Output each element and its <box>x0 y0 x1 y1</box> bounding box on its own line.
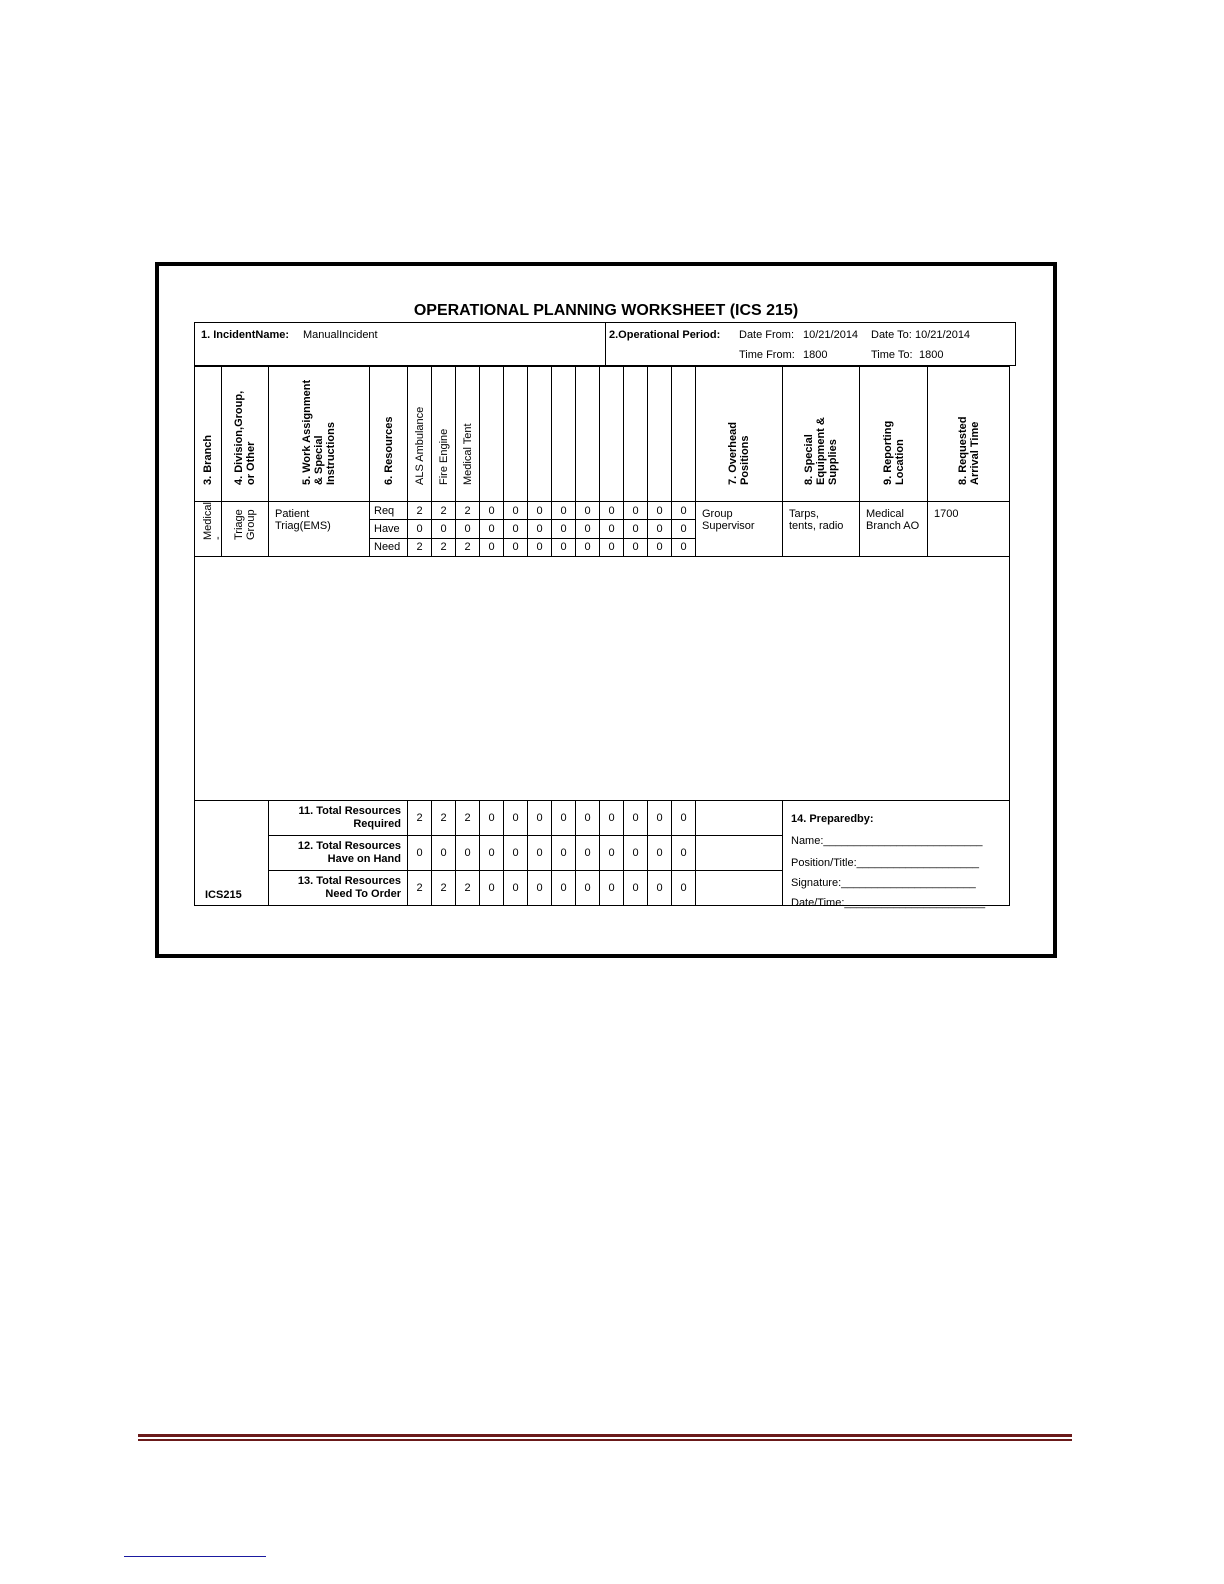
total-required-cell: 0 <box>480 801 504 836</box>
col-reporting-1: 9. Reporting <box>881 420 894 485</box>
prepared-position: Position/Title:____________________ <box>791 857 979 869</box>
total-order-cell: 0 <box>648 871 672 906</box>
total-onhand-cell: 0 <box>528 836 552 871</box>
total-onhand-cell: 0 <box>480 836 504 871</box>
row-label-need: Need <box>370 538 408 556</box>
row-division-2: Group <box>245 509 257 540</box>
need-cell: 0 <box>672 538 696 556</box>
row-work-2: Triag(EMS) <box>275 520 331 532</box>
col-work-3: Instructions <box>325 422 337 485</box>
col-division-2: or Other <box>245 441 257 485</box>
total-order-cell: 2 <box>432 871 456 906</box>
total-required-label-2: Required <box>353 818 401 830</box>
worksheet <box>194 322 1016 914</box>
ics215-form-image <box>155 262 1057 958</box>
header-row <box>194 322 1016 366</box>
total-order-cell: 2 <box>456 871 480 906</box>
need-cell: 0 <box>648 538 672 556</box>
req-cell: 0 <box>600 502 624 520</box>
total-onhand-label-1: 12. Total Resources <box>297 840 401 852</box>
total-order-label-2: Need To Order <box>325 888 401 900</box>
incident-name-cell <box>195 323 606 365</box>
col-resources: 6. Resources <box>382 416 395 485</box>
col-equipment-2: Equipment & <box>815 417 827 485</box>
date-from-label: Date From: <box>739 329 795 341</box>
total-required-cell: 0 <box>504 801 528 836</box>
prepared-datetime: Date/Time:_______________________ <box>791 897 986 909</box>
need-cell: 0 <box>528 538 552 556</box>
have-cell: 0 <box>600 520 624 538</box>
req-cell: 2 <box>456 502 480 520</box>
total-onhand-cell: 0 <box>432 836 456 871</box>
total-onhand-cell: 0 <box>672 836 696 871</box>
need-cell: 0 <box>480 538 504 556</box>
total-required-cell: 0 <box>576 801 600 836</box>
have-cell: 0 <box>480 520 504 538</box>
total-required-cell: 0 <box>528 801 552 836</box>
op-period-label: 2.Operational Period: <box>609 329 721 341</box>
col-division-1: 4. Division,Group, <box>233 390 245 485</box>
have-cell: 0 <box>648 520 672 538</box>
total-onhand-label-2: Have on Hand <box>327 853 401 865</box>
req-cell: 0 <box>504 502 528 520</box>
row-branch: Medical <box>202 502 214 540</box>
total-order-cell: 0 <box>672 871 696 906</box>
prepared-by-title: 14. Preparedby: <box>791 813 874 825</box>
total-required-cell: 0 <box>624 801 648 836</box>
req-cell: 0 <box>480 502 504 520</box>
col-work-1: 5. Work Assignment <box>301 379 313 485</box>
date-to-label: Date To: <box>871 329 912 341</box>
total-order-cell: 0 <box>624 871 648 906</box>
incident-name-value: ManualIncident <box>303 329 378 341</box>
have-cell: 0 <box>456 520 480 538</box>
total-order-label-1: 13. Total Resources <box>297 875 401 887</box>
col-branch: 3. Branch <box>202 434 214 485</box>
col-equipment-1: 8. Special <box>803 434 815 485</box>
row-overhead-2: Supervisor <box>702 520 755 532</box>
total-onhand-cell: 0 <box>504 836 528 871</box>
col-overhead-2: Positions <box>739 435 751 485</box>
req-cell: 2 <box>408 502 432 520</box>
total-order-cell: 0 <box>504 871 528 906</box>
total-order-cell: 0 <box>528 871 552 906</box>
table-row <box>195 502 1010 520</box>
incident-name-label: 1. IncidentName: <box>201 329 290 341</box>
have-cell: 0 <box>408 520 432 538</box>
have-cell: 0 <box>432 520 456 538</box>
time-to-value: 1800 <box>919 349 944 361</box>
need-cell: 0 <box>552 538 576 556</box>
have-cell: 0 <box>504 520 528 538</box>
need-cell: 0 <box>504 538 528 556</box>
total-required-cell: 0 <box>672 801 696 836</box>
total-required-cell: 2 <box>432 801 456 836</box>
req-cell: 0 <box>672 502 696 520</box>
col-reporting-2: Location <box>893 439 906 485</box>
total-onhand-cell: 0 <box>576 836 600 871</box>
total-onhand-cell: 0 <box>624 836 648 871</box>
row-overhead-1: Group <box>702 508 733 520</box>
total-required-cell: 0 <box>600 801 624 836</box>
total-required-cell: 2 <box>408 801 432 836</box>
col-res-type-3: Medical Tent <box>461 423 474 485</box>
total-required-cell: 0 <box>552 801 576 836</box>
total-required-label-1: 11. Total Resources <box>298 805 401 817</box>
row-work-1: Patient <box>275 508 310 520</box>
date-to-value: 10/21/2014 <box>915 329 971 341</box>
need-cell: 0 <box>624 538 648 556</box>
date-from-value: 10/21/2014 <box>803 329 859 341</box>
req-cell: 0 <box>552 502 576 520</box>
row-label-have: Have <box>370 520 408 538</box>
time-from-value: 1800 <box>803 349 828 361</box>
form-title: OPERATIONAL PLANNING WORKSHEET (ICS 215) <box>413 302 799 319</box>
time-from-label: Time From: <box>739 349 795 361</box>
resource-table <box>194 366 1010 909</box>
req-cell: 0 <box>528 502 552 520</box>
col-res-type-1: ALS Ambulance <box>413 406 426 485</box>
total-order-cell: 2 <box>408 871 432 906</box>
req-cell: 0 <box>624 502 648 520</box>
row-reporting-2: Branch AO <box>866 520 920 532</box>
row-branch-suffix: - <box>212 536 224 540</box>
req-cell: 2 <box>432 502 456 520</box>
have-cell: 0 <box>552 520 576 538</box>
row-arrival: 1700 <box>934 508 959 520</box>
have-cell: 0 <box>576 520 600 538</box>
col-work-2: & Special <box>313 435 325 485</box>
have-cell: 0 <box>528 520 552 538</box>
req-cell: 0 <box>648 502 672 520</box>
total-onhand-cell: 0 <box>648 836 672 871</box>
footer-rule-thin <box>138 1439 1072 1441</box>
row-division-1: Triage <box>233 509 245 540</box>
prepared-signature: Signature:______________________ <box>791 877 976 889</box>
total-onhand-cell: 0 <box>552 836 576 871</box>
total-order-cell: 0 <box>576 871 600 906</box>
footnote-separator <box>124 1556 266 1557</box>
total-onhand-cell: 0 <box>408 836 432 871</box>
need-cell: 2 <box>432 538 456 556</box>
row-reporting-1: Medical <box>866 508 904 520</box>
need-cell: 2 <box>456 538 480 556</box>
col-res-type-2: Fire Engine <box>437 428 450 485</box>
row-equipment-2: tents, radio <box>789 520 844 532</box>
total-order-cell: 0 <box>552 871 576 906</box>
col-equipment-3: Supplies <box>827 439 839 485</box>
totals-row <box>195 801 1010 836</box>
col-arrival-2: Arrival Time <box>968 421 981 485</box>
total-onhand-cell: 0 <box>600 836 624 871</box>
need-cell: 0 <box>600 538 624 556</box>
footer-rule <box>138 1434 1072 1437</box>
total-required-cell: 0 <box>648 801 672 836</box>
total-onhand-cell: 0 <box>456 836 480 871</box>
need-cell: 2 <box>408 538 432 556</box>
time-to-label: Time To: <box>871 349 913 361</box>
total-order-cell: 0 <box>600 871 624 906</box>
prepared-by-block <box>783 801 1010 909</box>
have-cell: 0 <box>672 520 696 538</box>
form-id: ICS215 <box>195 801 269 906</box>
total-required-cell: 2 <box>456 801 480 836</box>
row-equipment-1: Tarps, <box>789 508 819 520</box>
total-order-cell: 0 <box>480 871 504 906</box>
have-cell: 0 <box>624 520 648 538</box>
need-cell: 0 <box>576 538 600 556</box>
row-label-req: Req <box>370 502 408 520</box>
req-cell: 0 <box>576 502 600 520</box>
blank-area <box>195 557 1010 801</box>
col-arrival-1: 8. Requested <box>956 416 969 485</box>
col-overhead-1: 7. Overhead <box>727 422 739 485</box>
prepared-name: Name:__________________________ <box>791 835 983 847</box>
